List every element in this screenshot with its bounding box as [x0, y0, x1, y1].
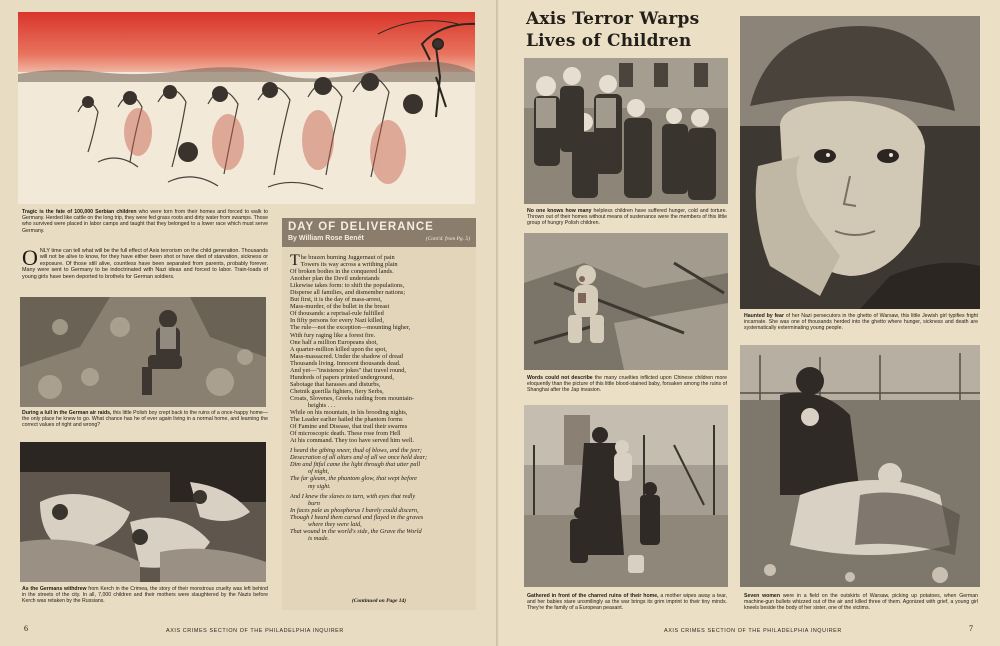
- poem-line: In fifty persons for every Nazi killed,: [290, 317, 384, 325]
- poem-line: where they were laid,: [308, 520, 362, 528]
- poem-line: Of Famine and Disease, that trail their swarms: [290, 423, 408, 431]
- poem-line: is made.: [308, 534, 329, 542]
- footer-right: AXIS CRIMES SECTION OF THE PHILADELPHIA INQUIRER: [664, 628, 842, 634]
- serbian-children-illustration: [18, 12, 475, 204]
- poem-line: Hundreds of papers printed underground,: [290, 373, 394, 381]
- frightened-girl-photo: [740, 16, 980, 309]
- poem-text: [290, 254, 472, 542]
- poem-header: [282, 218, 476, 247]
- shanghai-baby-photo: [524, 233, 728, 370]
- poem-line: That wound in the world's side, the Grave the World: [290, 527, 422, 535]
- poem-line: Chetnik guerilla fighters, fiery Serbs,: [290, 387, 384, 395]
- poem-line: The Leader earlier hailed the phantom forms: [290, 416, 403, 424]
- poem-line: Disperse all families, and dismember nations;: [290, 289, 406, 297]
- kerch-caption: As the Germans withdrew from Kerch in the Crimea, the story of their monstrous cruelty was left behind in the streets of the city. In all, 7,000 children and their mothers were slaughtered by the Nazis before Kerch was retaken by the Russians.: [22, 586, 268, 605]
- polish-children-group-photo: [524, 58, 728, 204]
- poem-line: of night,: [308, 468, 329, 476]
- poem-line: Towers its way across a writhing plain: [300, 261, 398, 269]
- poem-line: In faces pale as phosphorus I barely could discern,: [290, 506, 419, 514]
- poem-box: [282, 218, 476, 610]
- page-number-right: 7: [969, 624, 973, 633]
- poem-line: And yet—"insistence jokes" that travel round,: [290, 366, 407, 374]
- poem-line: A quarter-million killed upon the spot,: [290, 345, 387, 353]
- charred-home-caption: Gathered in front of the charred ruins of their home, a mother wipes away a tear, and her babies stare unsmilingly as the war brings its grim imprint to their tiny minds. They're the family of a European peasant.: [527, 593, 727, 612]
- seven-women-caption: Seven women were in a field on the outskirts of Warsaw, picking up potatoes, when German machine-gun bullets whizzed out of the air and killed three of them. Agonized with grief, a young girl kneels beside the body of her sister, one of the victims.: [744, 593, 978, 612]
- poem-author: By William Rose Benét: [288, 235, 364, 242]
- poem-line: Of broken bodies in the conquered lands.: [290, 268, 394, 276]
- poem-line: Desecration of all altars and of all we once held dear;: [290, 454, 428, 462]
- serbian-children-caption: Tragic is the fate of 100,000 Serbian children who were torn from their homes and forced to walk to Germany. Herded like cattle on the long trip, they were fed grass roots and dirty water from swamps. Those who survived were placed in labor camps and taught that they belonged to a lower race which must serve Germany.: [22, 209, 268, 234]
- intro-paragraph: ONLY time can tell what will be the full effect of Axis terrorism on the child generation. Thousands will not be alive to know, for they have either been shot or have died of starvation, sickness or exposure. Of those still alive, countless have been separated from parents, probably forever. Many were sent to Germany to be indoctrinated with Nazi ideas and forced to labor. Train-loads of young girls have been deported to brothels for German soldiers.: [22, 245, 268, 280]
- polish-boy-ruins-photo: [20, 297, 266, 407]
- poem-line: Thousands living. Innocent thousands dead.: [290, 359, 401, 367]
- poem-dropcap: T: [290, 252, 300, 269]
- poem-line: heights . . .: [308, 401, 336, 409]
- poem-line: burn: [308, 499, 320, 507]
- poem-line: Of thousands: a reprisal-rule fulfilled: [290, 310, 384, 318]
- page-number-left: 6: [24, 624, 28, 633]
- poem-first-line: The brazen burning Juggernaut of pain: [290, 252, 395, 269]
- poem-line: Mass-massacred. Under the shadow of dread: [290, 352, 403, 360]
- poem-continued-from: (Cont'd. from Pg. 5): [425, 236, 470, 242]
- shanghai-baby-caption: Words could not describe the many cruelties inflicted upon Chinese children more eloquently than the picture of this little blood-stained baby, forsaken among the ruins of Shanghai after the Jap invasion.: [527, 375, 728, 394]
- poem-title: DAY OF DELIVERANCE: [288, 221, 434, 233]
- poem-line: Though I heard them cursed and flayed in the graves: [290, 513, 424, 521]
- poem-line: Sabotage that harasses and disturbs,: [290, 380, 381, 388]
- headline-line-1: Axis Terror Warps: [526, 9, 700, 29]
- poem-line: At his command. They too have served him well.: [290, 437, 415, 445]
- polish-boy-caption: During a lull in the German air raids, this little Polish boy crept back to the ruins of a once-happy home—the only place he knew to go. What chance has he of ever again living in a normal home, and learning the correct values of right and wrong?: [22, 410, 268, 429]
- poem-line: And I knew the slaves to turn, with eyes that redly: [290, 492, 416, 500]
- poem-line: The rule—not the exception—mounting higher,: [290, 324, 411, 332]
- poem-line: While on his mountain, in his brooding nights,: [290, 409, 408, 417]
- poem-line: One half a million Europeans shot,: [290, 338, 378, 346]
- kerch-victims-photo: [20, 442, 266, 582]
- seven-women-field-photo: [740, 345, 980, 587]
- poem-line: Another plan the Devil understands: [290, 275, 380, 283]
- polish-children-caption: No one knows how many helpless children have suffered hunger, cold and torture. Thrown out of their homes without means of sustenance were the members of this little group of hungry Polish children.: [527, 208, 727, 227]
- frightened-girl-caption: Haunted by fear of her Nazi persecutors in the ghetto of Warsaw, this little Jewish girl typifies fright incarnate. She was one of thousands herded into the ghetto where hunger, sickness and death are systematically exterminating young people.: [744, 313, 979, 332]
- poem-line: Of microscopic death. These rose from Hell: [290, 430, 401, 438]
- intro-dropcap: O: [22, 245, 38, 270]
- page-headline: [526, 8, 736, 52]
- poem-line: I heard the gibing sneer, thud of blows, and the jeer;: [290, 447, 422, 455]
- poem-line: Dim and fitful came the light through that utter pall: [290, 461, 421, 469]
- poem-continued-on: (Continued on Page 14): [351, 598, 407, 604]
- headline-line-2: Lives of Children: [526, 31, 692, 51]
- poem-line: The far gleam, the phantom glow, that wept before: [290, 475, 417, 483]
- poem-line: Likewise takes form: to shift the populations,: [290, 282, 405, 290]
- poem-line: With fury raging like a forest fire.: [290, 331, 376, 339]
- poem-line: my sight.: [308, 482, 331, 490]
- poem-line: Croats, Slovenes, Greeks raiding from mountain-: [290, 394, 414, 402]
- footer-left: AXIS CRIMES SECTION OF THE PHILADELPHIA INQUIRER: [166, 628, 344, 634]
- poem-line: But first, it is the day of mass-arrest,: [290, 296, 382, 304]
- poem-line: Mass-murder, of the bullet in the breast: [290, 303, 390, 311]
- charred-home-family-photo: [524, 405, 728, 587]
